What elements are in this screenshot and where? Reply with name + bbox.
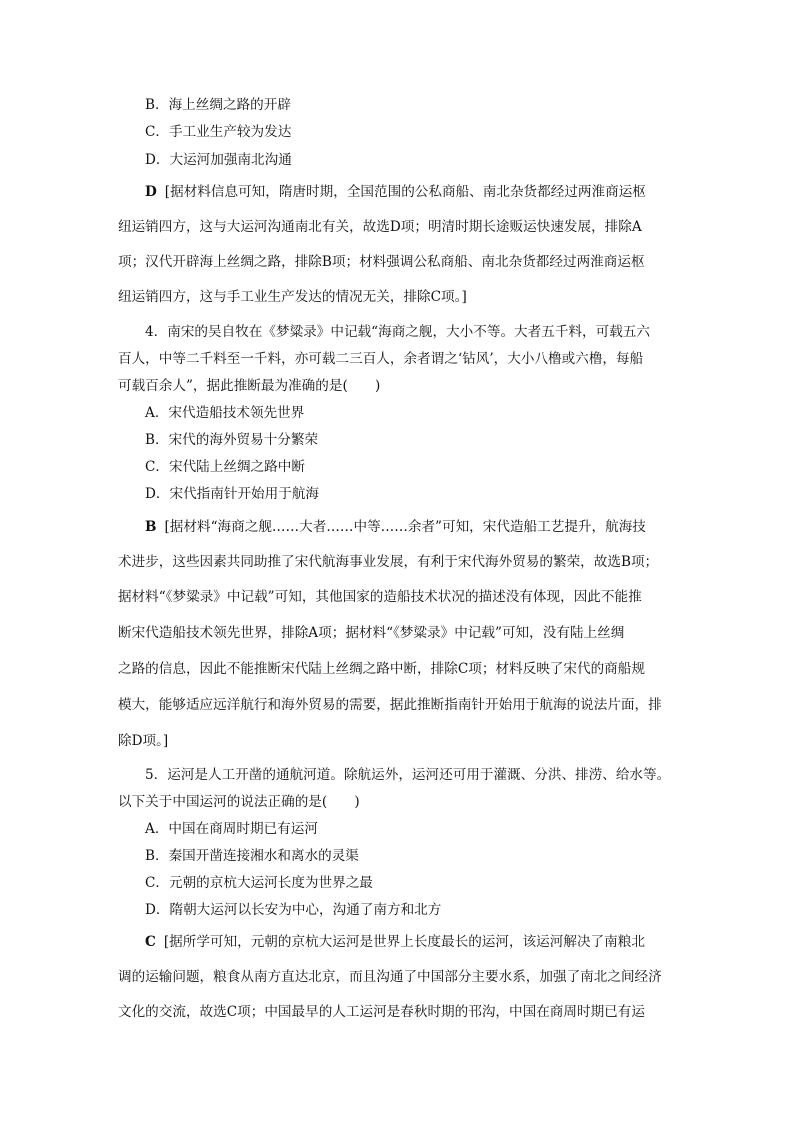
q4-option-c: C．宋代陆上丝绸之路中断 — [145, 459, 305, 475]
q3-option-c: C．手工业生产较为发达 — [145, 124, 292, 140]
q4-answer-line-6: 模大，能够适应远洋航行和海外贸易的需要，据此推断指南针开始用于航海的说法片面，排 — [118, 697, 662, 713]
q3-answer-line-3: 项；汉代开辟海上丝绸之路，排除B项；材料强调公私商船、南北杂货都经过两淮商运枢 — [118, 254, 645, 270]
q5-answer-line-1 — [145, 933, 645, 951]
q5-stem-line-2: 以下关于中国运河的说法正确的是( ) — [118, 794, 360, 810]
q4-stem-line-1: 4．南宋的吴自牧在《梦粱录》中记载“海商之舰，大小不等。大者五千料，可载五六 — [145, 324, 650, 340]
q5-option-b: B．秦国开凿连接湘水和离水的灵渠 — [145, 848, 359, 864]
q4-option-d: D．宋代指南针开始用于航海 — [145, 486, 320, 502]
q5-answer-line-2: 调的运输问题，粮食从南方直达北京，而且沟通了中国部分主要水系，加强了南北之间经济 — [118, 969, 662, 985]
q3-answer-line-1 — [145, 183, 646, 201]
q3-answer-letter: D — [145, 184, 157, 200]
q4-option-a: A．宋代造船技术领先世界 — [145, 405, 305, 421]
q4-answer-line-3: 据材料“《梦粱录》中记载”可知，其他国家的造船技术状况的描述没有体现，因此不能推 — [118, 589, 642, 605]
q5-option-c: C．元朝的京杭大运河长度为世界之最 — [145, 875, 373, 891]
q3-option-d: D．大运河加强南北沟通 — [145, 152, 292, 168]
q4-stem-line-2: 百人，中等二千料至一千料，亦可载二三百人，余者谓之‘钻风’，大小八橹或六橹，每船 — [118, 351, 644, 367]
q5-answer-line-3: 文化的交流，故选C项；中国最早的人工运河是春秋时期的邗沟，中国在商周时期已有运 — [118, 1004, 645, 1020]
q4-answer-letter: B — [145, 519, 157, 535]
q5-answer-text: [据所学可知，元朝的京杭大运河是世界上长度最长的运河，该运河解决了南粮北 — [163, 934, 645, 950]
q4-answer-line-5: 之路的信息，因此不能推断宋代陆上丝绸之路中断，排除C项；材料反映了宋代的商船规 — [118, 661, 645, 677]
q4-answer-line-4: 断宋代造船技术领先世界，排除A项；据材料“《梦粱录》中记载”可知，没有陆上丝绸 — [118, 625, 625, 641]
q4-stem-line-3: 可载百余人”，据此推断最为准确的是( ) — [118, 378, 381, 394]
q3-option-b: B．海上丝绸之路的开辟 — [145, 97, 291, 113]
q4-answer-text: [据材料“海商之舰……大者……中等……余者”可知，宋代造船工艺提升，航海技 — [164, 519, 646, 535]
q5-stem-line-1: 5．运河是人工开凿的通航河道。除航运外，运河还可用于灌溉、分洪、排涝、给水等。 — [145, 767, 671, 783]
q5-answer-letter: C — [145, 934, 156, 950]
q4-answer-line-2: 术进步，这些因素共同助推了宋代航海事业发展，有利于宋代海外贸易的繁荣，故选B项； — [118, 554, 659, 570]
q5-option-d: D．隋朝大运河以长安为中心，沟通了南方和北方 — [145, 902, 442, 918]
q3-answer-line-4: 纽运销四方，这与手工业生产发达的情况无关，排除C项。] — [118, 289, 467, 305]
q4-answer-line-7: 除D项。] — [118, 733, 169, 749]
q5-option-a: A．中国在商周时期已有运河 — [145, 821, 318, 837]
q4-answer-line-1 — [145, 518, 646, 536]
q3-answer-line-2: 纽运销四方，这与大运河沟通南北有关，故选D项；明清时期长途贩运快速发展，排除A — [118, 219, 642, 235]
q3-answer-text: [据材料信息可知，隋唐时期，全国范围的公私商船、南北杂货都经过两淮商运枢 — [164, 184, 646, 200]
q4-option-b: B．宋代的海外贸易十分繁荣 — [145, 432, 319, 448]
